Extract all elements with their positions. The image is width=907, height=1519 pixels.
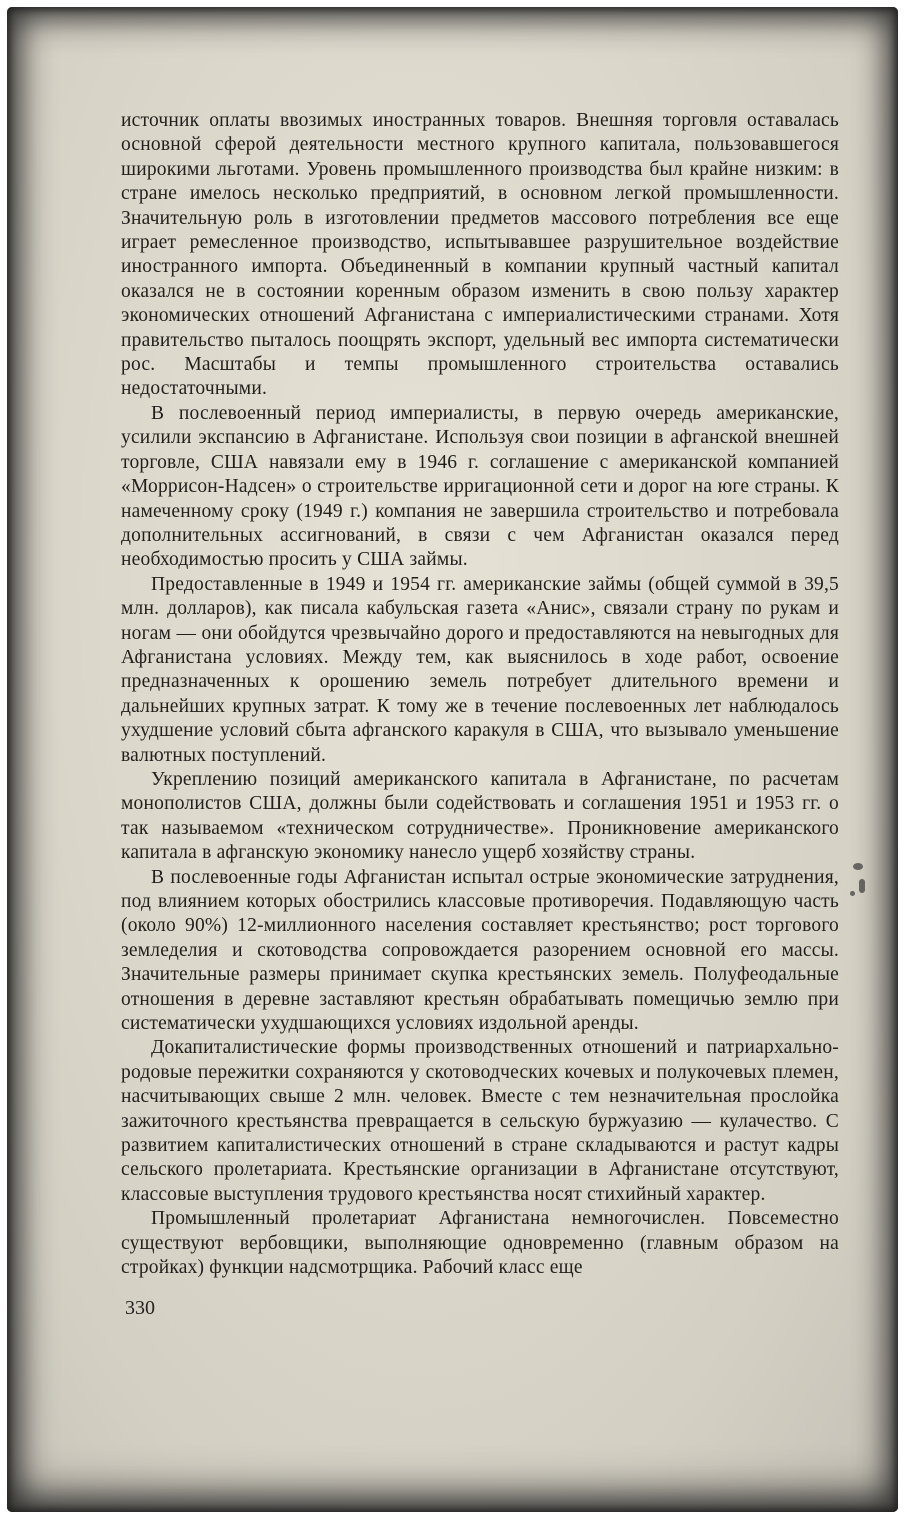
paragraph: В послевоенный период империалисты, в первую очередь американские, усилили экспансию в Афганистане. Используя свои позиции в афганской внешней торговле, США навязали ему в 1946 г. соглашение с американской компанией «Моррисон-Надсен» о строительстве ирригационной сети и дорог на юге страны. К намеченному сроку (1949 г.) компания не завершила строительство и потребовала дополнительных ассигнований, в связи с чем Афганистан оказался перед необходимостью просить у США займы. [121,402,839,571]
scan-artifact [850,891,855,896]
paragraph: источник оплаты ввозимых иностранных товаров. Внешняя торговля оставалась основной сферой деятельности местного крупного капитала, пользовавшегося широкими льготами. Уровень промышленного производства был крайне низким: в стране имелось несколько предприятий, в основном легкой промышленности. Значительную роль в изготовлении предметов массового потребления все еще играет ремесленное производство, испытывавшее разрушительное воздействие иностранного импорта. Объединенный в компании крупный частный капитал оказался не в состоянии коренным образом изменить в свою пользу характер экономических отношений Афганистана с империалистическими странами. Хотя правительство пыталось поощрять экспорт, удельный вес импорта систематически рос. Масштабы и темпы промышленного строительства оставались недостаточными. [121,110,839,400]
paragraph: Докапиталистические формы производственных отношений и патриархально-родовые пережитки сохраняются у скотоводческих кочевых и полукочевых племен, насчитывающих свыше 2 млн. человек. Вместе с тем незначительная прослойка зажиточного крестьянства превращается в сельскую буржуазию — кулачество. С развитием капиталистических отношений в стране складываются и растут кадры сельского пролетариата. Крестьянские организации в Афганистане отсутствуют, классовые выступления трудового крестьянства носят стихийный характер. [121,1037,839,1205]
paragraph: Промышленный пролетариат Афганистана немногочислен. Повсеместно существуют вербовщики, выполняющие одновременно (главным образом на стройках) функции надсмотрщика. Рабочий класс еще [121,1208,839,1279]
scan-artifact [853,863,863,870]
scanned-page [7,7,898,1512]
paragraph: В послевоенные годы Афганистан испытал острые экономические затруднения, под влиянием которых обострились классовые противоречия. Подавляющую часть (около 90%) 12-миллионного населения составляет крестьянство; рост торгового земледелия и скотоводства сопровождается разорением основной его массы. Значительные размеры принимает скупка крестьянских земель. Полуфеодальные отношения в деревне заставляют крестьян обрабатывать помещичью землю при систематически ухудшающихся условиях издольной аренды. [121,866,839,1035]
paragraph: Укреплению позиций американского капитала в Афганистане, по расчетам монополистов США, должны были содействовать и соглашения 1951 и 1953 гг. о так называемом «техническом сотрудничестве». Проникновение американского капитала в афганскую экономику нанесло ущерб хозяйству страны. [121,768,839,864]
paragraph: Предоставленные в 1949 и 1954 гг. американские займы (общей суммой в 39,5 млн. долларов), как писала кабульская газета «Анис», связали страну по рукам и ногам — они обойдутся чрезвычайно дорого и предоставляются на невыгодных для Афганистана условиях. Между тем, как выяснилось в ходе работ, освоение предназначенных к орошению земель потребует длительного времени и дальнейших крупных затрат. К тому же в течение послевоенных лет наблюдалось ухудшение условий сбыта афганского каракуля в США, что вызывало уменьшение валютных поступлений. [121,573,839,766]
scan-artifact [859,879,865,893]
page-text-block [121,109,839,1281]
page-number: 330 [125,1297,155,1319]
